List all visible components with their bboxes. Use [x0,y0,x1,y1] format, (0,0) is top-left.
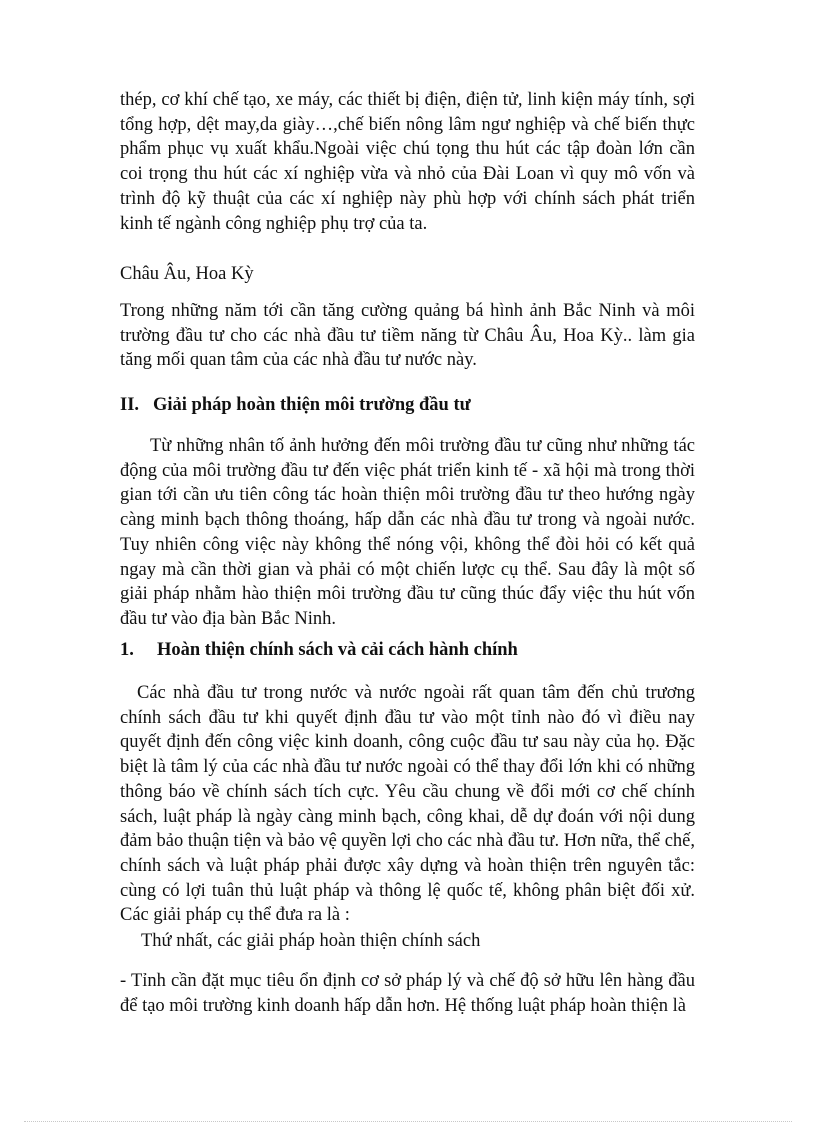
section-title: Hoàn thiện chính sách và cải cách hành chính [157,640,518,660]
paragraph-section-ii: Từ những nhân tố ảnh hưởng đến môi trường đầu tư cũng như những tác động của môi trường đầu tư đến việc phát triển kinh tế - xã hội mà trong thời gian tới cần ưu tiên công tác hoàn thiện môi trường đầu tư theo hướng ngày càng minh bạch thông thoáng, hấp dẫn các nhà đầu tư trong và ngoài nước. Tuy nhiên công việc này không thể nóng vội, không thể đòi hỏi có kết quả ngay mà cần thời gian và phải có một chiến lược cụ thể. Sau đây là một số giải pháp nhằm hào thiện môi trường đầu tư cũng thúc đẩy việc thu hút vốn đầu tư vào địa bàn Bắc Ninh. [120,436,695,629]
subheading-first-solution: Thứ nhất, các giải pháp hoàn thiện chính sách [141,931,481,951]
paragraph-first-solution: - Tỉnh cần đặt mục tiêu ổn định cơ sở pháp lý và chế độ sở hữu lên hàng đầu để tạo môi trường kinh doanh hấp dẫn hơn. Hệ thống luật pháp hoàn thiện là [120,971,695,1016]
section-number: II. [120,395,140,415]
page-bottom-divider [24,1121,792,1122]
paragraph-policy: Các nhà đầu tư trong nước và nước ngoài rất quan tâm đến chủ trương chính sách đầu tư khi quyết định đầu tư vào một tỉnh nào đó vì điều nay quyết định đến công việc kinh doanh, công cuộc đầu tư sau này của họ. Đặc biệt là tâm lý của các nhà đầu tư nước ngoài có thể thay đổi lớn khi có những thông báo về chính sách tích cực. Yêu cầu chung về đổi mới cơ chế chính sách, luật pháp là ngày càng minh bạch, công khai, dễ dự đoán với nội dung đảm bảo thuận tiện và bảo vệ quyền lợi cho các nhà đầu tư. Hơn nữa, thể chế, chính sách và luật pháp phải được xây dựng và hoàn thiện trên nguyên tắc: cùng có lợi tuân thủ luật pháp và thông lệ quốc tế, không phân biệt đối xử. Các giải pháp cụ thể đưa ra là : [120,683,695,926]
paragraph-intro: thép, cơ khí chế tạo, xe máy, các thiết bị điện, điện tử, linh kiện máy tính, sợi tổng hợp, dệt may,da giày…,chế biến nông lâm ngư nghiệp và chế biến thực phẩm phục vụ xuất khẩu.Ngoài việc chú tọng thu hút các tập đoàn lớn cần coi trọng thu hút các xí nghiệp vừa và nhỏ của Đài Loan vì quy mô vốn và trình độ kỹ thuật của các xí nghiệp này phù hợp với chính sách phát triển kinh tế ngành công nghiệp phụ trợ của ta. [120,90,695,234]
section-number: 1. [120,640,134,660]
paragraph-europe-us: Trong những năm tới cần tăng cường quảng bá hình ảnh Bắc Ninh và môi trường đầu tư cho các nhà đầu tư tiềm năng từ Châu Âu, Hoa Kỳ.. làm gia tăng mối quan tâm của các nhà đầu tư nước này. [120,301,695,371]
section-heading-1 [120,638,695,662]
section-title: Giải pháp hoàn thiện môi trường đầu tư [153,395,471,415]
subtitle-europe-us: Châu Âu, Hoa Kỳ [120,264,254,284]
section-heading-ii [120,393,695,417]
